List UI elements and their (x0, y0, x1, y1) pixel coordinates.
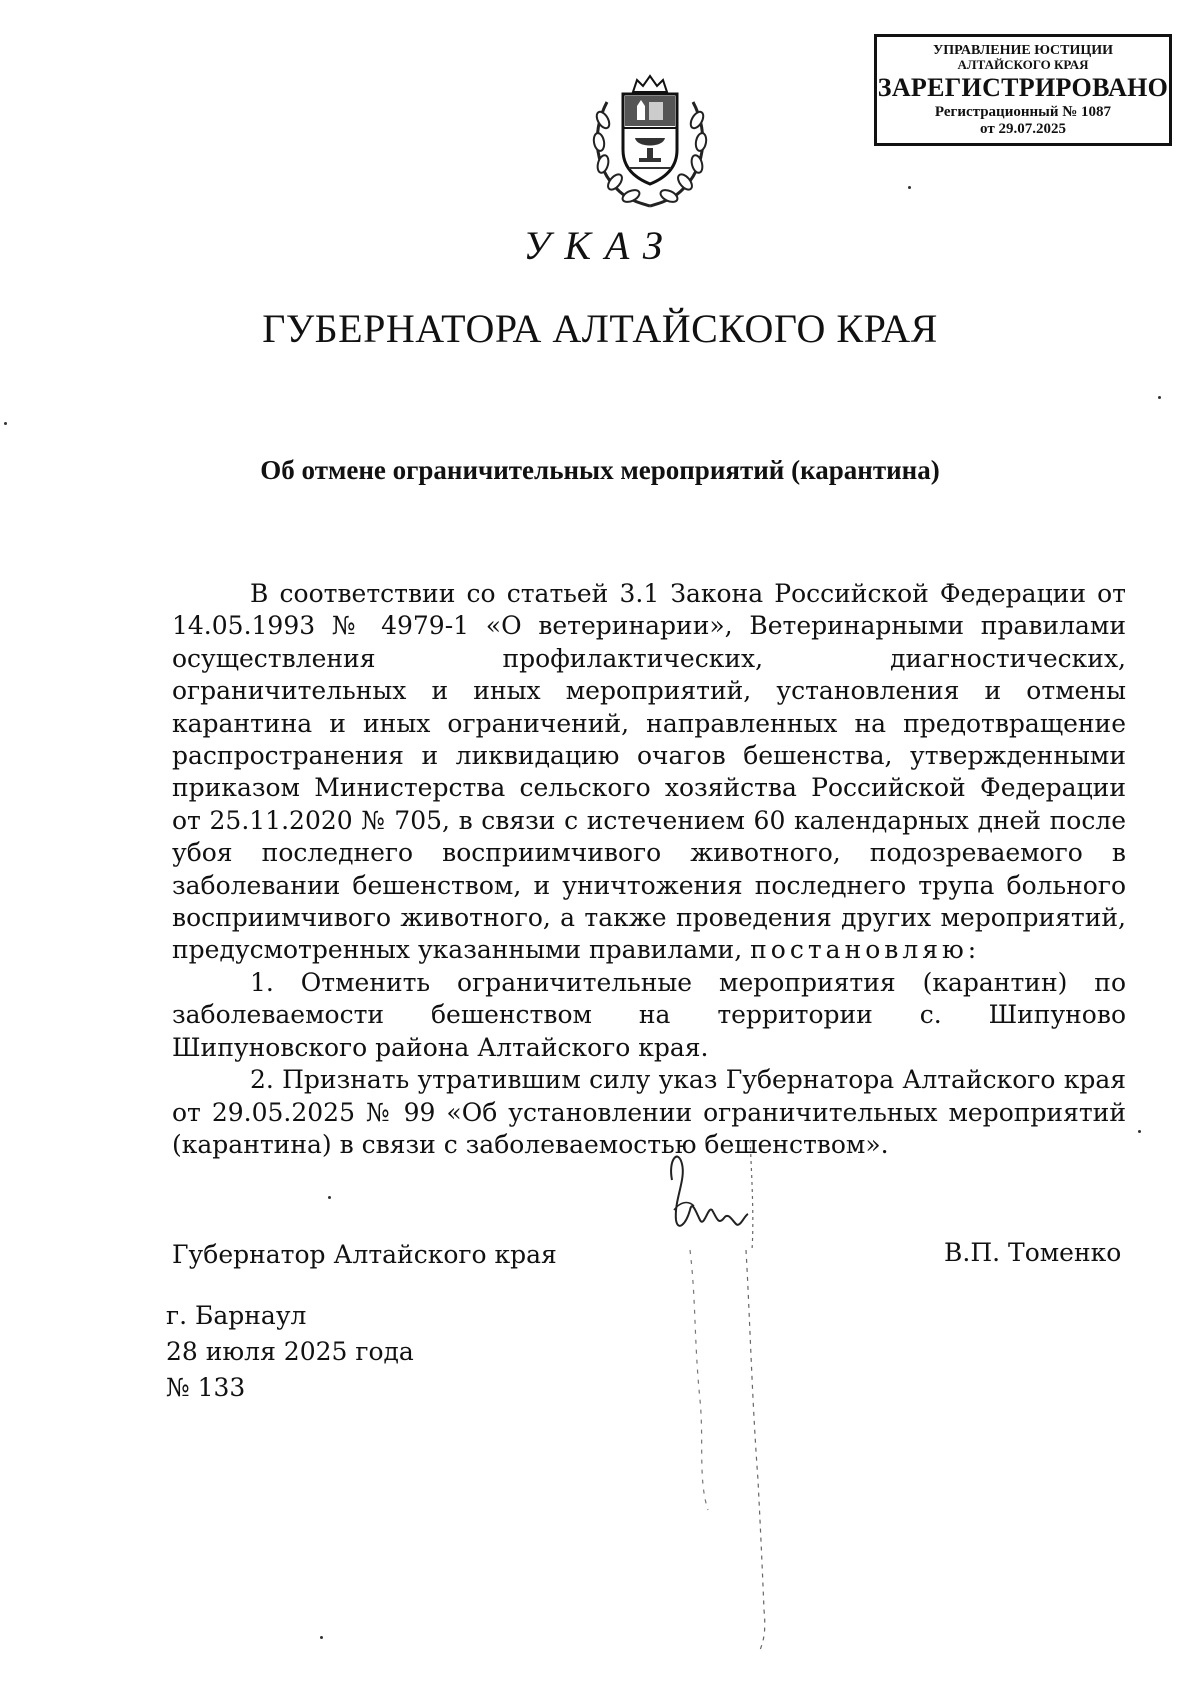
stamp-status: ЗАРЕГИСТРИРОВАНО (877, 73, 1169, 102)
stamp-reg-number: Регистрационный № 1087 (934, 104, 1112, 120)
preamble-text: В соответствии со статьей 3.1 Закона Российской Федерации от 14.05.1993 № 4979-1 «О ветеринарии», Ветеринарными правилами осуществления профилактических, диагностических, ограничительных и иных мероприятий, установления и отмены карантина и иных ограничений, направленных на предотвращение распространения и ликвидацию очагов бешенства, утвержденными приказом Министерства сельского хозяйства Российской Федерации от 25.11.2020 № 705, в связи с истечением 60 календарных дней после убоя последнего восприимчивого животного, подозреваемого в заболевании бешенством, и уничтожения последнего трупа больного восприимчивого животного, а также проведения других мероприятий, предусмотренных указанными правилами, (172, 579, 1126, 965)
altai-krai-coat-of-arms-icon (585, 72, 715, 210)
scan-speck (4, 422, 7, 425)
issue-city: г. Барнаул (166, 1301, 307, 1330)
issue-details (166, 1298, 414, 1406)
issuing-authority: ГУБЕРНАТОРА АЛТАЙСКОГО КРАЯ (262, 306, 938, 351)
handwritten-signature (660, 1140, 850, 1660)
stamp-reg-date: от 29.07.2025 (980, 121, 1066, 137)
decree-item-2: 2. Признать утратившим силу указ Губернатора Алтайского края от 29.05.2025 № 99 «Об установлении ограничительных мероприятий (карантина) в связи с заболеваемостью бешенством». (172, 1065, 1126, 1159)
decree-item-1: 1. Отменить ограничительные мероприятия (карантин) по заболеваемости бешенством на территории с. Шипуново Шипуновского района Алтайского края. (172, 967, 1126, 1062)
document-type: УКАЗ (523, 223, 677, 268)
scan-speck (1158, 396, 1161, 399)
scan-speck (328, 1196, 331, 1199)
preamble-paragraph (172, 578, 1126, 967)
decree-word: постановляю: (750, 935, 981, 965)
decree-number: № 133 (166, 1373, 246, 1402)
stamp-org-line1: УПРАВЛЕНИЕ ЮСТИЦИИ (933, 43, 1113, 58)
scan-speck (320, 1636, 323, 1639)
registration-stamp (874, 34, 1172, 146)
document-body (172, 578, 1126, 1161)
issue-date: 28 июля 2025 года (166, 1337, 414, 1366)
stamp-org-line2: АЛТАЙСКОГО КРАЯ (957, 57, 1089, 72)
signer-name: В.П. Томенко (944, 1238, 1122, 1267)
scan-speck (1138, 1130, 1141, 1133)
signer-position: Губернатор Алтайского края (172, 1240, 557, 1269)
document-title: Об отмене ограничительных мероприятий (карантина) (260, 455, 940, 485)
scan-speck (908, 186, 911, 189)
